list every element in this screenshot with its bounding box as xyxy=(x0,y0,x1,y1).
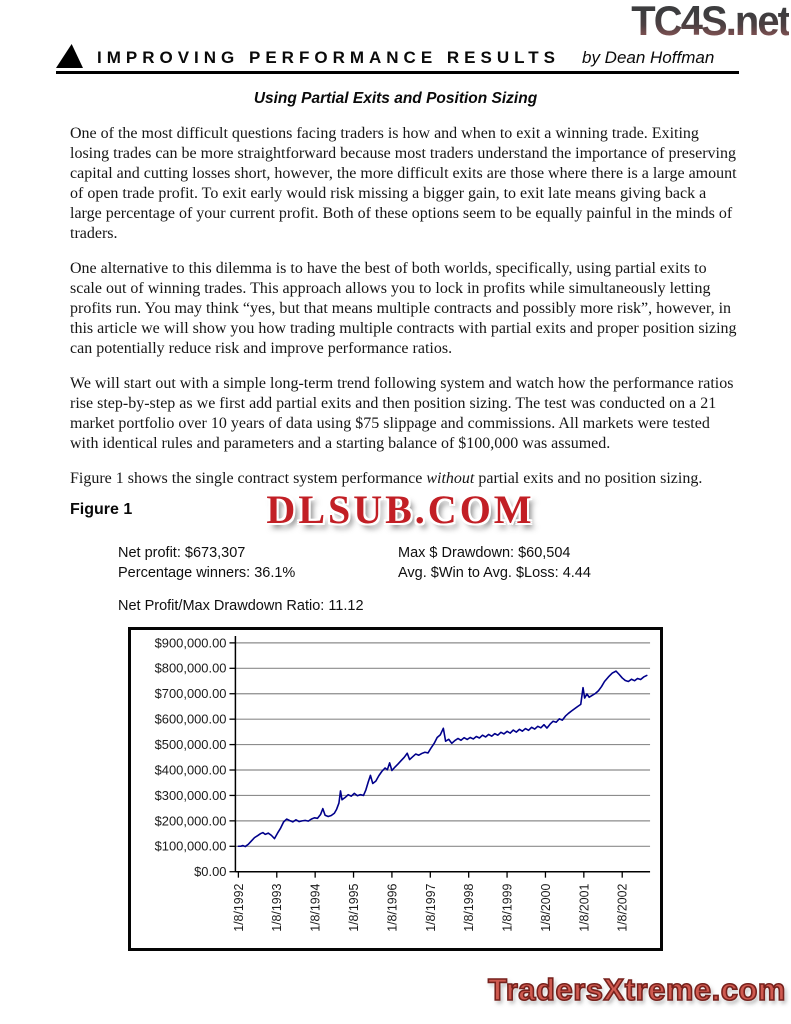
svg-text:1/8/1992: 1/8/1992 xyxy=(231,883,246,932)
svg-text:1/8/1996: 1/8/1996 xyxy=(385,883,400,932)
article-subtitle: Using Partial Exits and Position Sizing xyxy=(253,90,538,107)
svg-text:1/8/1997: 1/8/1997 xyxy=(423,883,438,932)
figure-intro-after: partial exits and no position sizing. xyxy=(474,470,703,487)
equity-curve-chart xyxy=(128,627,663,951)
svg-text:1/8/2001: 1/8/2001 xyxy=(577,883,592,932)
article-body xyxy=(70,124,738,504)
svg-text:$700,000.00: $700,000.00 xyxy=(154,686,227,702)
article-title: IMPROVING PERFORMANCE RESULTS xyxy=(97,48,560,67)
triangle-bullet-icon xyxy=(56,44,83,68)
svg-text:1/8/1993: 1/8/1993 xyxy=(270,883,285,932)
figure-stats xyxy=(118,543,678,583)
svg-text:$600,000.00: $600,000.00 xyxy=(154,711,227,727)
svg-text:$0.00: $0.00 xyxy=(194,864,227,880)
stats-right-column xyxy=(398,543,678,583)
svg-text:1/8/1998: 1/8/1998 xyxy=(462,883,477,932)
stats-left-column xyxy=(118,543,398,583)
svg-text:$800,000.00: $800,000.00 xyxy=(154,660,227,676)
dlsub-watermark: DLSUB.COM xyxy=(266,487,535,532)
svg-text:1/8/2002: 1/8/2002 xyxy=(615,883,630,932)
svg-text:$200,000.00: $200,000.00 xyxy=(154,813,227,829)
stat-percentage-winners: Percentage winners: 36.1% xyxy=(118,565,296,581)
svg-text:1/8/2000: 1/8/2000 xyxy=(538,883,553,932)
stat-net-profit-max-drawdown-ratio: Net Profit/Max Drawdown Ratio: 11.12 xyxy=(118,598,364,614)
paragraph-exits-dilemma: One of the most difficult questions facing traders is how and when to exit a winning trade. Exiting losing trades can be more straightforward because most traders understand the importance of preserving capital and cutting losses short, however, the more difficult exits are those where there is a large amount of open trade profit. To exit early would risk missing a bigger gain, to exit late means giving back a large percentage of your current profit. Both of these options seem to be equally painful in the minds of traders. xyxy=(70,125,737,242)
svg-text:$900,000.00: $900,000.00 xyxy=(154,635,227,651)
tc4s-logo: TC4S.net xyxy=(631,0,789,44)
article-byline: by Dean Hoffman xyxy=(581,48,715,67)
figure-intro-italic: without xyxy=(426,470,475,487)
equity-curve-svg xyxy=(131,630,660,948)
tradersxtreme-watermark: TradersXtreme.com xyxy=(488,972,786,1007)
svg-text:$500,000.00: $500,000.00 xyxy=(154,737,227,753)
svg-text:$300,000.00: $300,000.00 xyxy=(154,787,227,803)
svg-text:$100,000.00: $100,000.00 xyxy=(154,838,227,854)
stat-avg-win-to-avg-loss: Avg. $Win to Avg. $Loss: 4.44 xyxy=(398,565,591,581)
stat-max-drawdown: Max $ Drawdown: $60,504 xyxy=(398,545,571,561)
figure-label: Figure 1 xyxy=(70,501,133,518)
svg-text:1/8/1999: 1/8/1999 xyxy=(500,883,515,932)
article-header xyxy=(56,44,739,74)
paragraph-partial-exits: One alternative to this dilemma is to have the best of both worlds, specifically, using partial exits to scale out of winning trades. This approach allows you to lock in profits while simultaneously letting profits run. You may think “yes, but that means multiple contracts and possibly more risk”, however, in this article we will show you how trading multiple contracts with partial exits and proper position sizing can potentially reduce risk and improve performance ratios. xyxy=(70,260,737,357)
figure-intro-before: Figure 1 shows the single contract system performance xyxy=(70,470,427,487)
stat-net-profit: Net profit: $673,307 xyxy=(118,545,246,561)
paragraph-test-setup: We will start out with a simple long-term trend following system and watch how the performance ratios rise step-by-step as we first add partial exits and then position sizing. The test was conducted on a 21 market portfolio over 10 years of data using $75 slippage and commissions. All markets were tested with identical rules and parameters and a starting balance of $100,000 was assumed. xyxy=(70,375,734,452)
svg-text:$400,000.00: $400,000.00 xyxy=(154,762,227,778)
svg-text:1/8/1994: 1/8/1994 xyxy=(308,883,323,932)
svg-text:1/8/1995: 1/8/1995 xyxy=(346,883,362,932)
